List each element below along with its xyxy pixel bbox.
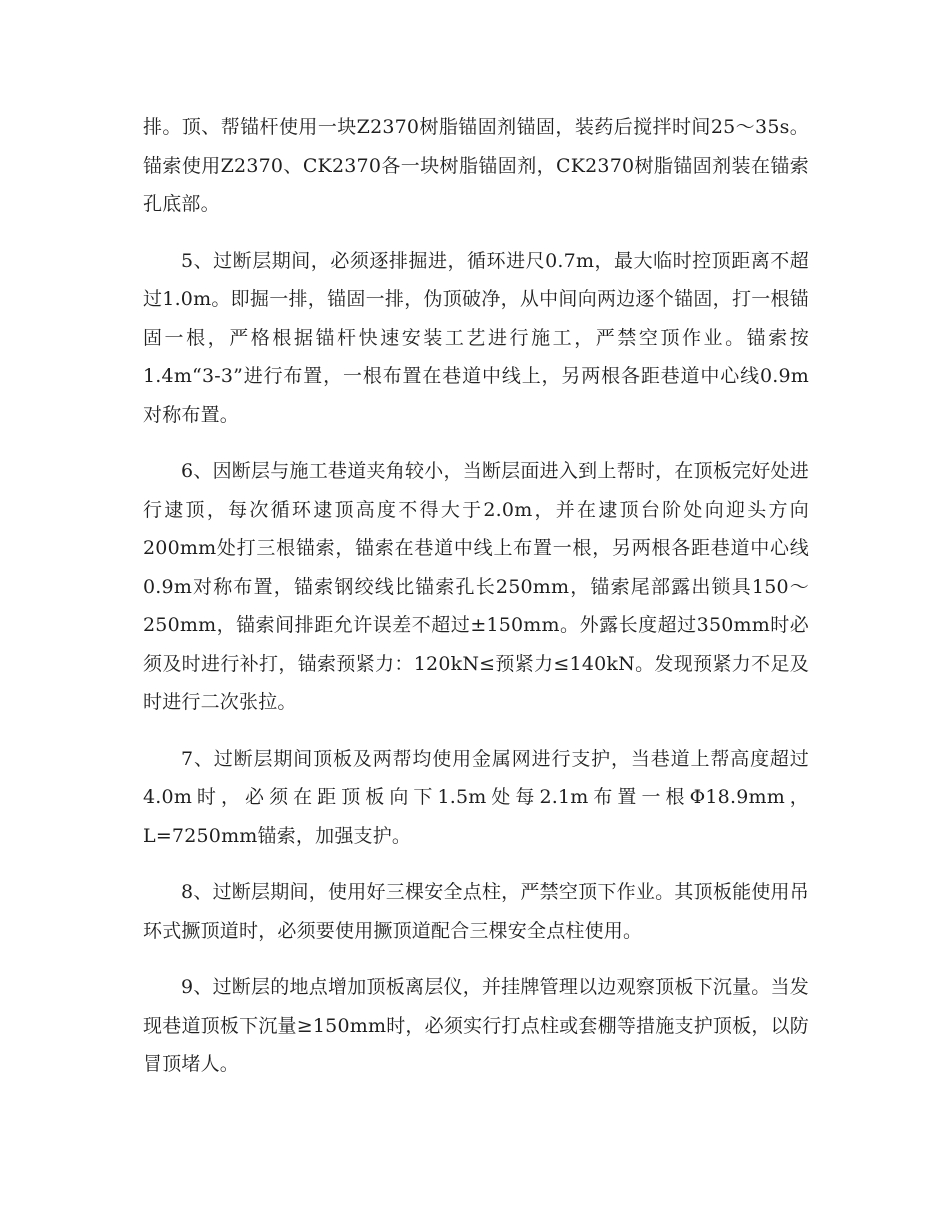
paragraph-item-7: 7、过断层期间顶板及两帮均使用金属网进行支护，当巷道上帮高度超过4.0m时，必须在距顶板向下1.5m处每2.1m布置一根Φ18.9mm，L=7250mm锚索，加强支护。 [143,747,809,847]
paragraph-continuation: 排。顶、帮锚杆使用一块Z2370树脂锚固剂锚固，装药后搅拌时间25～35s。锚索使用Z2370、CK2370各一块树脂锚固剂，CK2370树脂锚固剂装在锚索孔底部。 [143,116,809,215]
paragraph-item-8: 8、过断层期间，使用好三棵安全点柱，严禁空顶下作业。其顶板能使用吊环式撅顶道时，必须要使用撅顶道配合三棵安全点柱使用。 [143,881,809,942]
paragraph-item-6: 6、因断层与施工巷道夹角较小，当断层面进入到上帮时，在顶板完好处进行逮顶，每次循环逮顶高度不得大于2.0m，并在逮顶台阶处向迎头方向200mm处打三根锚索，锚索在巷道中线上布置一根，另两根各距巷道中心线0.9m对称布置，锚索钢绞线比锚索孔长250mm，锚索尾部露出锁具150～250mm，锚索间排距允许误差不超过±150mm。外露长度超过350mm时必须及时进行补打，锚索预紧力：120kN≤预紧力≤140kN。发现预紧力不足及时进行二次张拉。 [143,460,809,713]
paragraph-item-9: 9、过断层的地点增加顶板离层仪，并挂牌管理以边观察顶板下沉量。当发现巷道顶板下沉量≥150mm时，必须实行打点柱或套棚等措施支护顶板，以防冒顶堵人。 [143,976,809,1075]
paragraph-item-5: 5、过断层期间，必须逐排掘进，循环进尺0.7m，最大临时控顶距离不超过1.0m。即掘一排，锚固一排，伪顶破净，从中间向两边逐个锚固，打一根锚固一根，严格根据锚杆快速安装工艺进行施工，严禁空顶作业。锚索按1.4m“3-3”进行布置，一根布置在巷道中线上，另两根各距巷道中心线0.9m对称布置。 [143,249,809,426]
document-body [143,108,809,1084]
